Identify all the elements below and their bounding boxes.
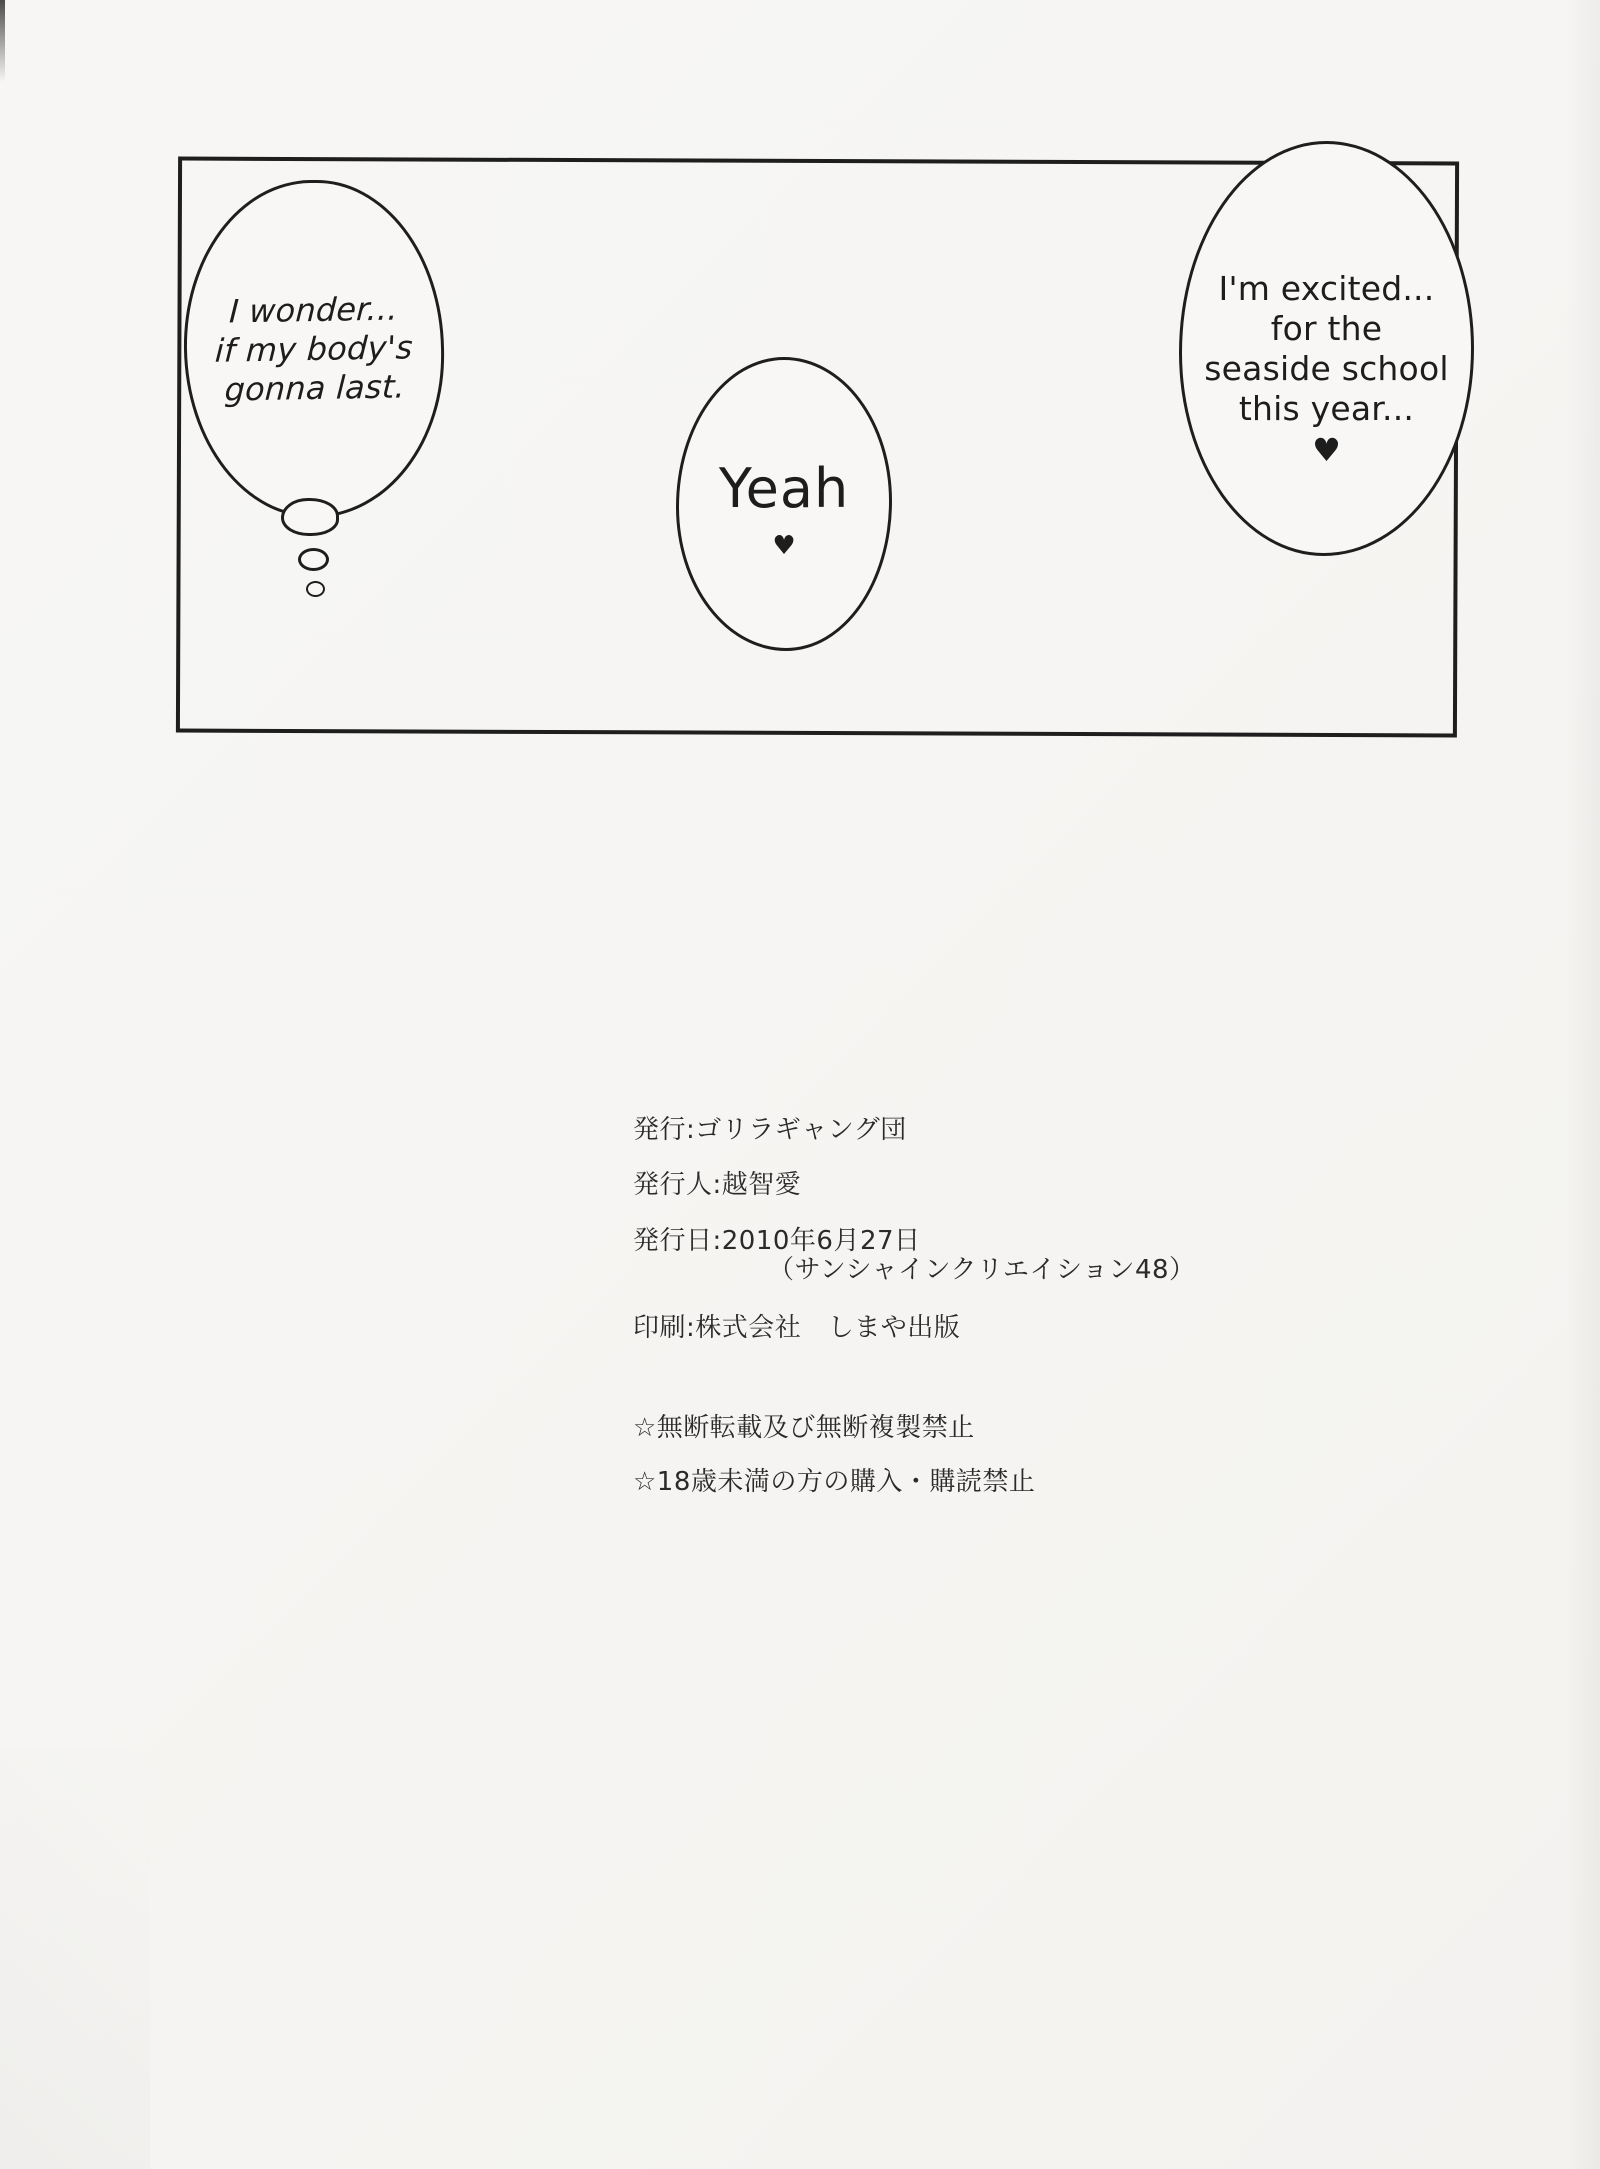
scan-artifact-shadow-bottom <box>0 1749 150 2169</box>
thought-trail-bubble-small <box>306 581 325 597</box>
thought-bubble-line: I wonder... <box>228 289 399 330</box>
heart-icon: ♥ <box>772 531 796 561</box>
speech-bubble-center <box>676 357 892 651</box>
colophon-publish-date-line: 発行日:2010年6月27日 <box>633 1226 921 1256</box>
heart-icon: ♥ <box>1312 430 1341 469</box>
speech-bubble-line: seaside school <box>1204 348 1449 388</box>
scan-artifact-shadow-right <box>1566 0 1600 2169</box>
thought-bubble-line: gonna last. <box>223 366 406 409</box>
colophon-publisher-line: 発行:ゴリラギャング団 <box>633 1115 907 1145</box>
scan-artifact-streak <box>0 0 5 82</box>
speech-bubble-right <box>1179 141 1474 556</box>
thought-trail-bubble-medium <box>298 548 329 571</box>
colophon-event-line: （サンシャインクリエイション48） <box>768 1255 1196 1285</box>
colophon-notice-no-reproduction: ☆無断転載及び無断複製禁止 <box>633 1413 975 1443</box>
speech-bubble-line: I'm excited... <box>1218 268 1435 308</box>
colophon-notice-age-restriction: ☆18歳未満の方の購入・購読禁止 <box>633 1467 1036 1497</box>
speech-text-yeah: Yeah <box>718 457 850 520</box>
thought-bubble-line: if my body's <box>214 327 414 370</box>
thought-trail-bubble-large <box>281 498 339 536</box>
speech-bubble-line: this year... <box>1238 388 1415 428</box>
colophon-publisher-person-line: 発行人:越智愛 <box>633 1170 802 1200</box>
speech-bubble-line: for the <box>1270 308 1383 348</box>
colophon-printer-line: 印刷:株式会社 しまや出版 <box>633 1313 961 1343</box>
